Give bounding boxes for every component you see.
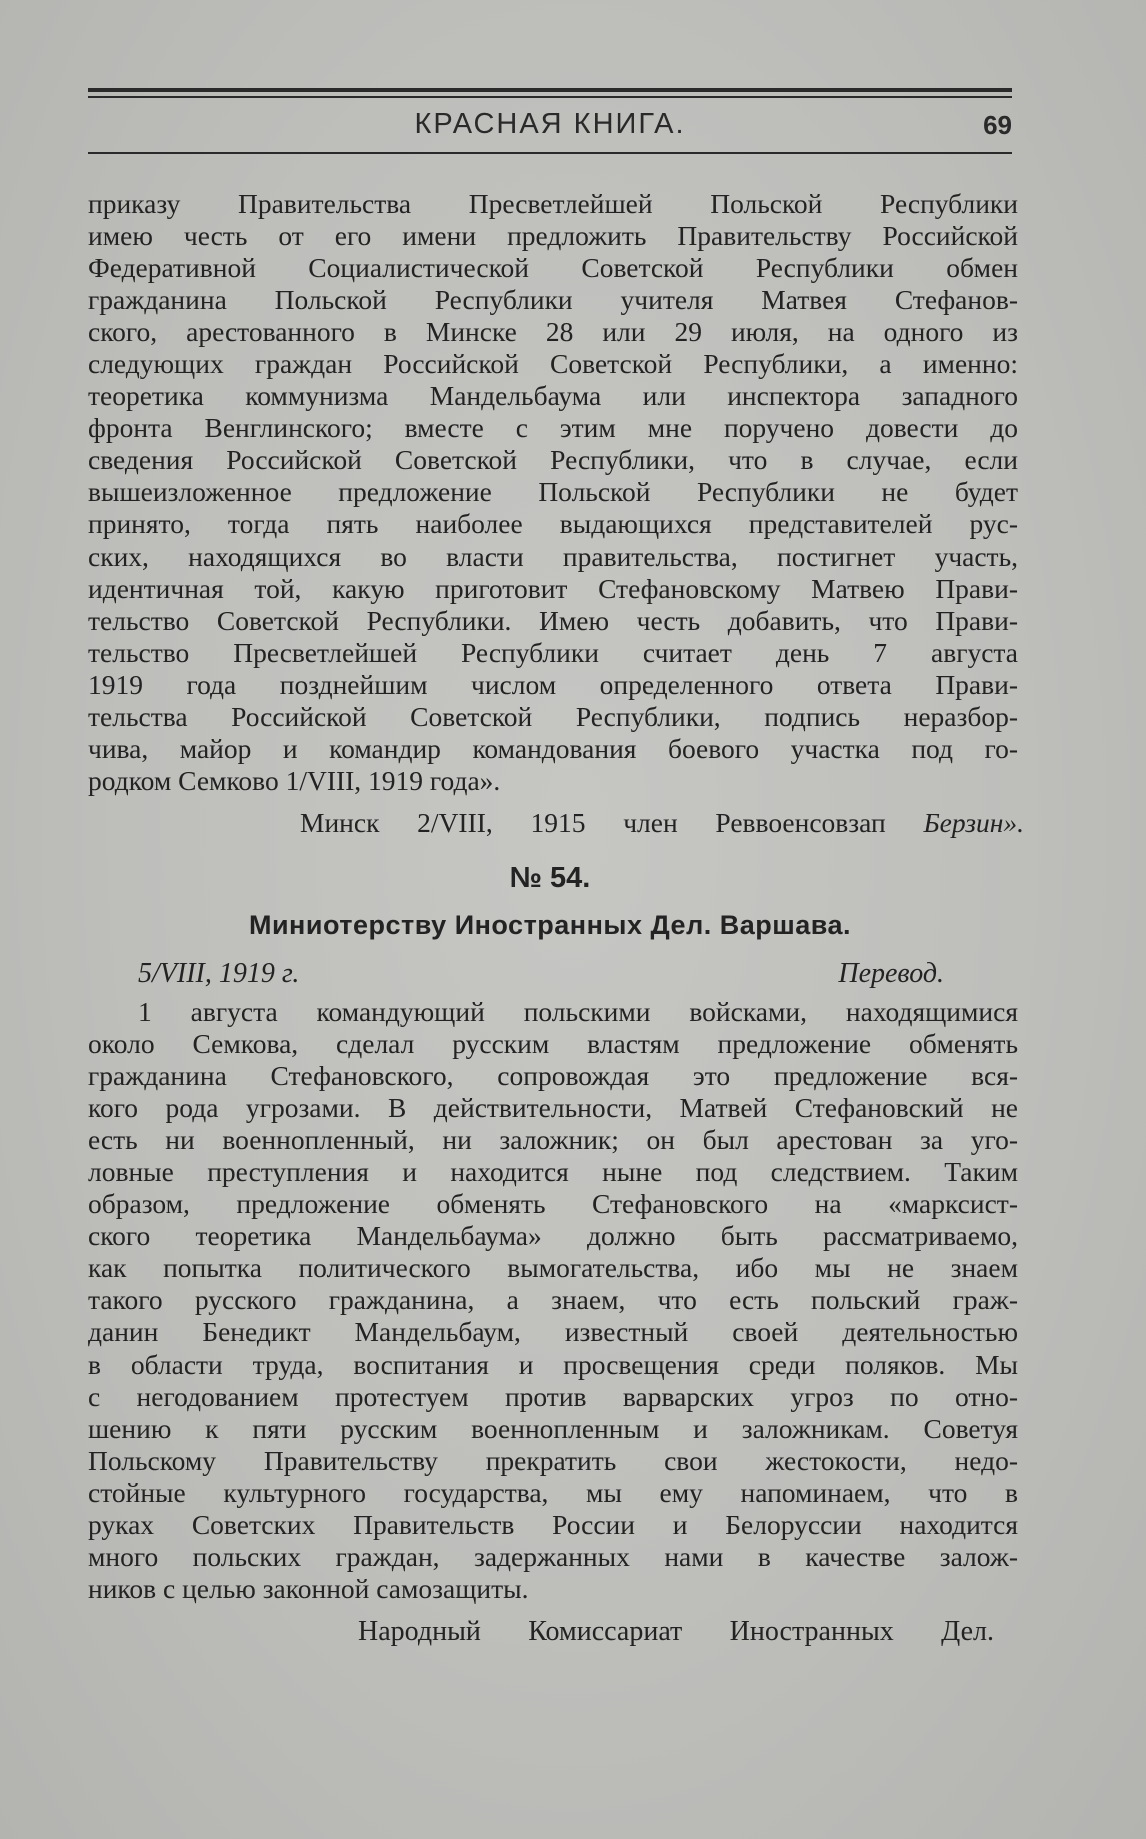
text-line: чива, майор и командир командования боевого участка под го- — [88, 732, 1018, 764]
continued-letter — [88, 188, 1018, 797]
text-line: 1919 года позднейшим числом определенного ответа Прави- — [88, 668, 1018, 700]
text-line: в области труда, воспитания и просвещения среди поляков. Мы — [88, 1348, 1018, 1380]
text-line-last: ников с целью законной самозащиты. — [88, 1572, 529, 1604]
text-line: принято, тогда пять наиболее выдающихся представителей рус- — [88, 508, 1018, 540]
header-title: КРАСНАЯ КНИГА. — [414, 108, 686, 140]
document-body — [88, 996, 1018, 1605]
text-line: есть ни военнопленный, ни заложник; он был арестован за уго- — [88, 1124, 1018, 1156]
text-line: шению к пяти русским военнопленным и заложникам. Советуя — [88, 1412, 1018, 1444]
text-line: с негодованием протестуем против варварских угроз по отно- — [88, 1380, 1018, 1412]
text-line: тельства Российской Советской Республики, подпись неразбор- — [88, 700, 1018, 732]
text-line: приказу Правительства Пресветлейшей Польской Республики — [88, 188, 1018, 219]
text-line: кого рода угрозами. В действительности, Матвей Стефановский не — [88, 1092, 1018, 1124]
text-line: около Семкова, сделал русским властям предложение обменять — [88, 1028, 1018, 1060]
text-line: следующих граждан Российской Советской Республики, а именно: — [88, 348, 1018, 380]
text-line: фронта Венглинского; вместе с этим мне поручено довести до — [88, 412, 1018, 444]
signature-narkomindel: Народный Комиссариат Иностранных Дел. — [358, 1616, 994, 1647]
page-number: 69 — [983, 110, 1012, 140]
text-line: ского теоретика Мандельбаума» должно быть рассматриваемо, — [88, 1220, 1018, 1252]
text-line: теоретика коммунизма Мандельбаума или инспектора западного — [88, 380, 1018, 412]
document-addressee: Миниотерству Иностранных Дел. Варшава. — [248, 910, 852, 940]
text-line: ских, находящихся во власти правительства, постигнет участь, — [88, 540, 1018, 572]
running-header — [88, 104, 1012, 148]
text-line-last: родком Семково 1/VIII, 1919 года». — [88, 764, 501, 796]
text-line-first: 1 августа командующий польскими войсками, находящимися — [138, 996, 1018, 1027]
text-line: ловные преступления и находится ныне под следствием. Таким — [88, 1156, 1018, 1188]
header-rule-thick — [88, 88, 1012, 92]
header-rule-thin — [88, 96, 1012, 98]
text-line: идентичная той, какую приготовит Стефановскому Матвею Прави- — [88, 572, 1018, 604]
text-line: как попытка политического вымогательства, ибо мы не знаем — [88, 1252, 1018, 1284]
text-line: данин Бенедикт Мандельбаум, известный своей деятельностью — [88, 1316, 1018, 1348]
text-line: ского, арестованного в Минске 28 или 29 июля, на одного из — [88, 316, 1018, 348]
signature-berzin — [300, 806, 1024, 840]
text-line: много польских граждан, задержанных нами в качестве залож- — [88, 1540, 1018, 1572]
text-line: сведения Российской Советской Республики, что в случае, если — [88, 444, 1018, 476]
text-line: образом, предложение обменять Стефановского на «марксист- — [88, 1188, 1018, 1220]
text-line: руках Советских Правительств России и Белоруссии находится — [88, 1508, 1018, 1540]
text-line: Федеративной Социалистической Советской Республики обмен — [88, 252, 1018, 284]
text-line: тельство Пресветлейшей Республики считает день 7 августа — [88, 636, 1018, 668]
text-line: Польскому Правительству прекратить свои жестокости, недо- — [88, 1444, 1018, 1476]
header-rule-bottom — [88, 152, 1012, 154]
signature-name: Берзин». — [923, 807, 1025, 838]
document-number: № 54. — [509, 862, 591, 894]
text-line: тельство Советской Республики. Имею честь добавить, что Прави- — [88, 604, 1018, 636]
text-line: имею честь от его имени предложить Правительству Российской — [88, 220, 1018, 252]
text-line: вышеизложенное предложение Польской Республики не будет — [88, 476, 1018, 508]
document-dateline — [138, 956, 944, 992]
document-date: 5/VIII, 1919 г. — [138, 958, 300, 989]
text-line: гражданина Польской Республики учителя Матвея Стефанов- — [88, 284, 1018, 316]
signature-text: Минск 2/VIII, 1915 член Реввоенсовзап — [300, 807, 886, 838]
text-line: стойные культурного государства, мы ему напоминаем, что в — [88, 1476, 1018, 1508]
translation-note: Перевод. — [838, 958, 944, 989]
text-line: гражданина Стефановского, сопровождая это предложение вся- — [88, 1060, 1018, 1092]
text-line: такого русского гражданина, а знаем, что есть польский граж- — [88, 1284, 1018, 1316]
